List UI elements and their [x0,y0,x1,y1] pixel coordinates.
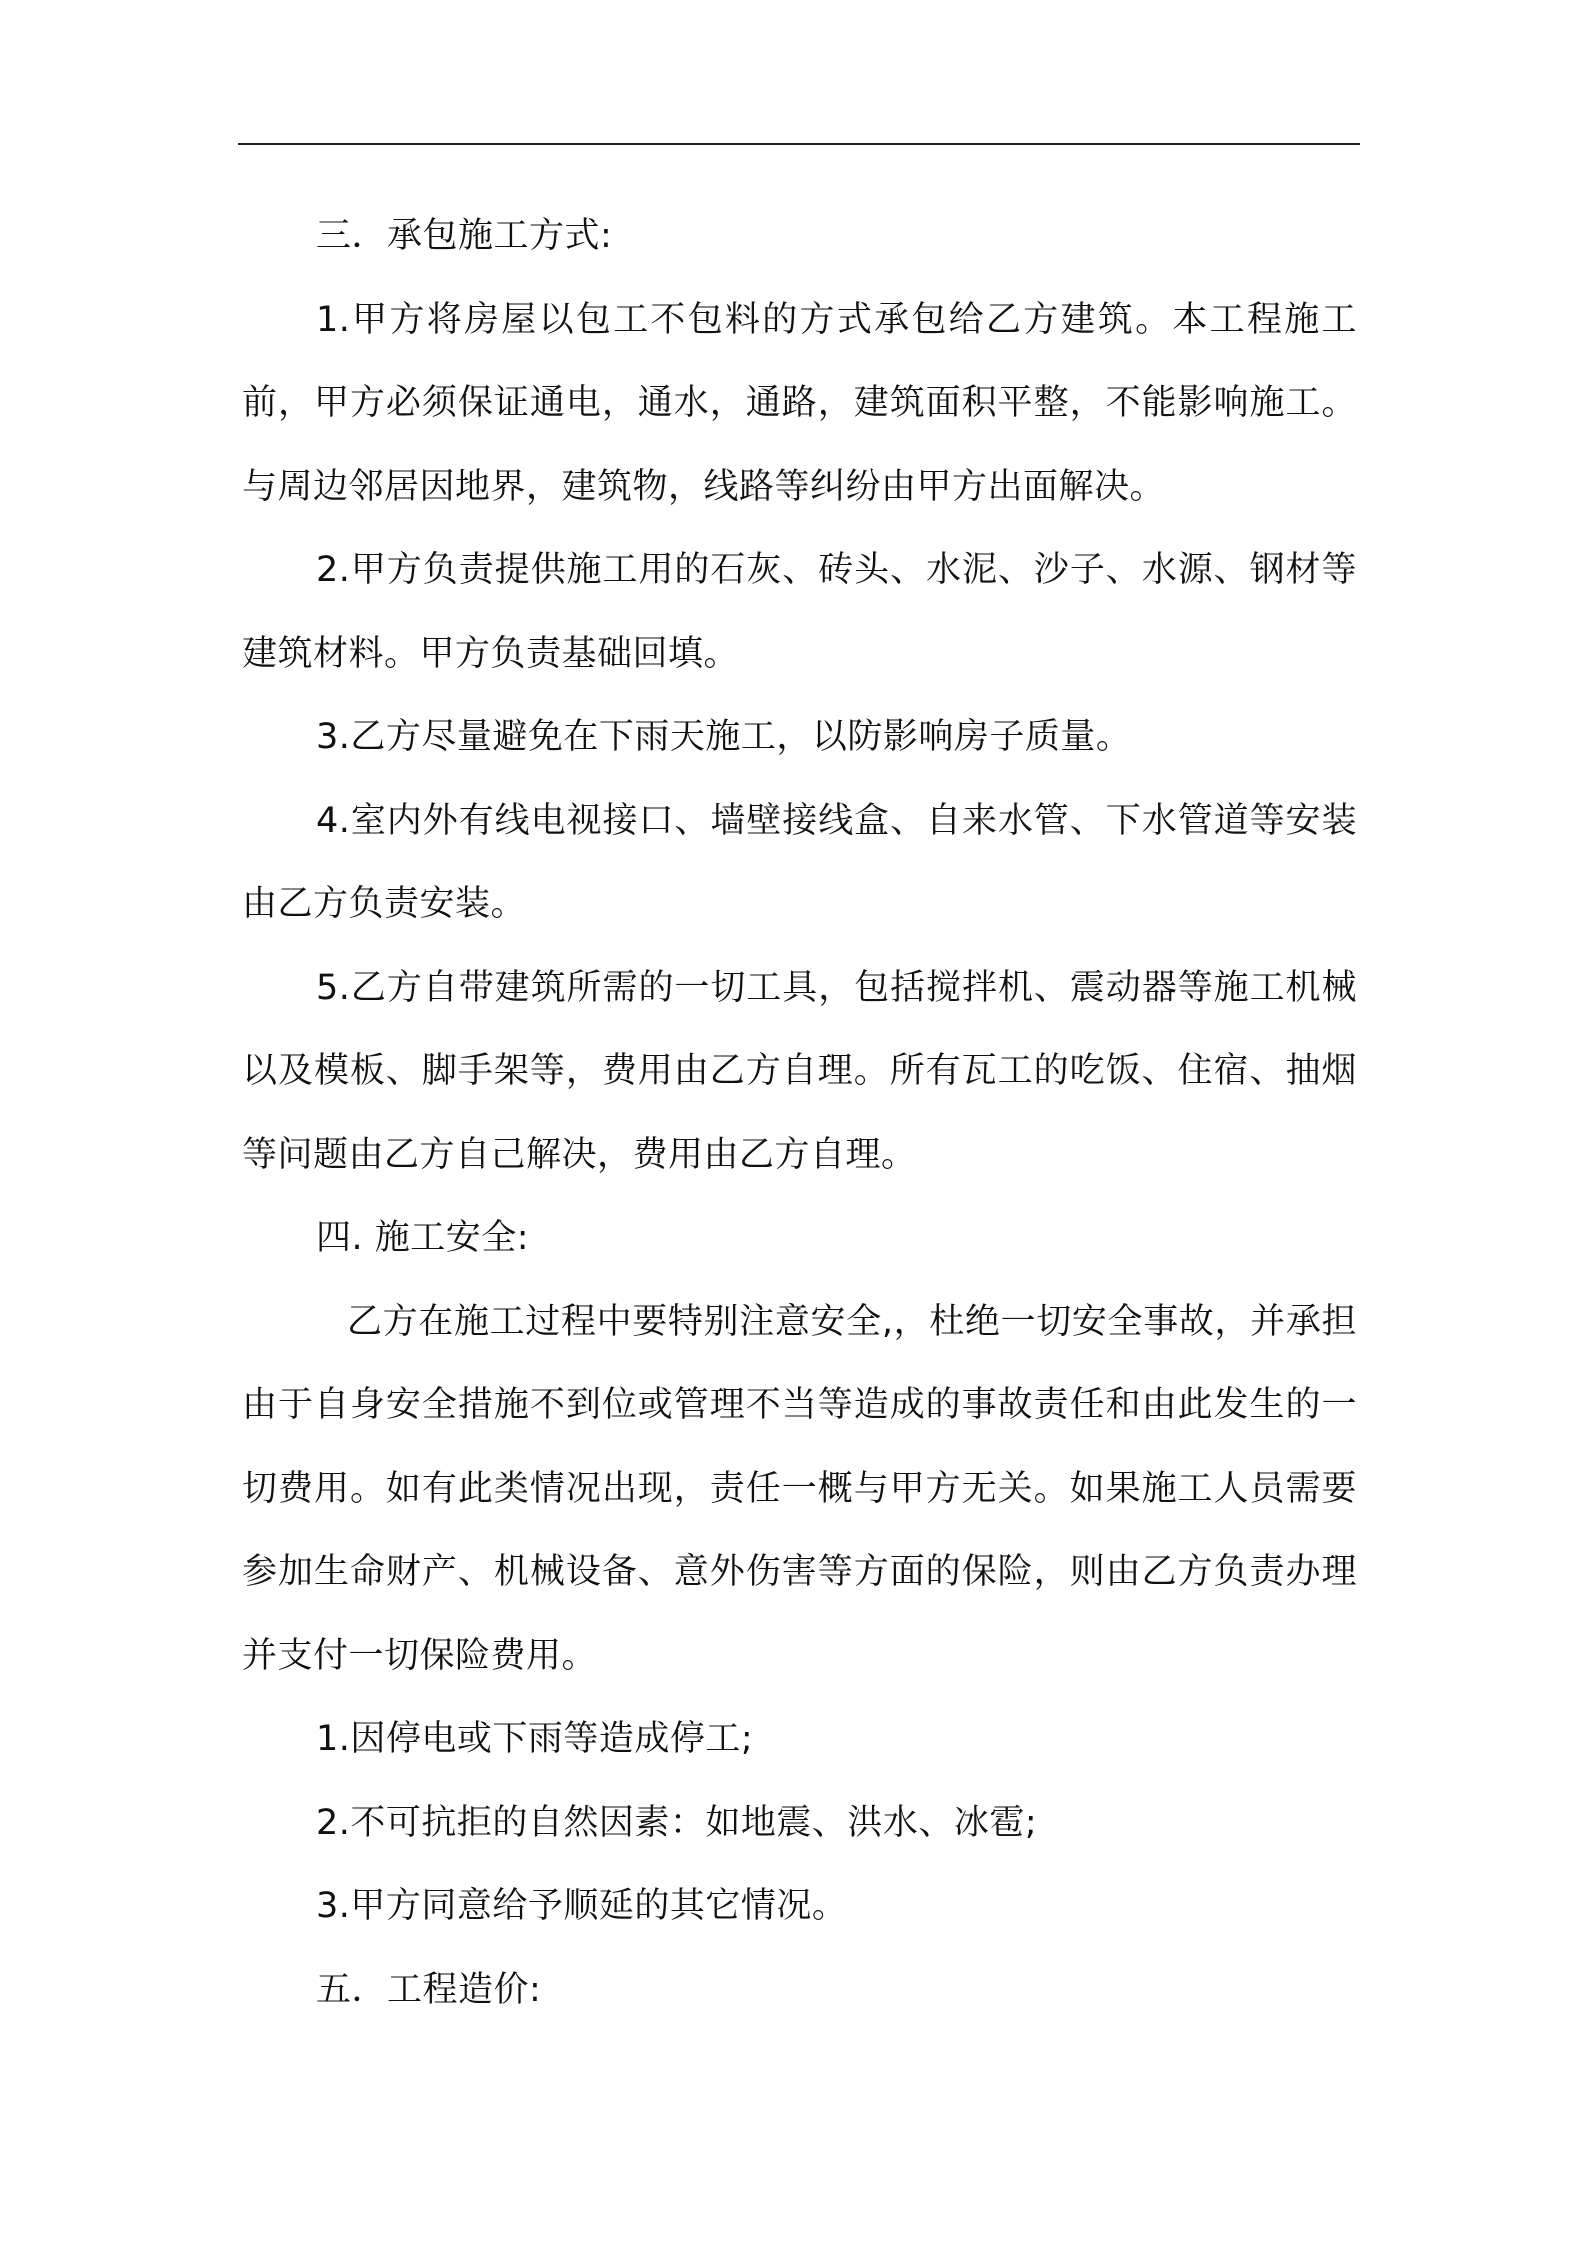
paragraph-item-3: 3.乙方尽量避免在下雨天施工，以防影响房子质量。 [316,717,1132,757]
paragraph-delay-3: 3.甲方同意给予顺延的其它情况。 [316,1886,848,1926]
paragraph-delay-2: 2.不可抗拒的自然因素：如地震、洪水、冰雹; [316,1802,1038,1843]
header-rule [238,143,1360,145]
section-heading-cost: 五．工程造价: [316,1969,542,2010]
paragraph-item-5: 5.乙方自带建筑所需的一切工具，包括搅拌机、震动器等施工机械以及模板、脚手架等，费用由乙方自理。所有瓦工的吃饭、住宿、抽烟等问题由乙方自己解决，费用由乙方自理。 [242,967,1357,1175]
section-heading-safety: 四. 施工安全: [316,1218,530,1258]
section-heading-construction-method: 三．承包施工方式: [316,216,613,256]
paragraph-item-2: 2.甲方负责提供施工用的石灰、砖头、水泥、沙子、水源、钢材等建筑材料。甲方负责基础回填。 [242,550,1357,674]
paragraph-item-1: 1.甲方将房屋以包工不包料的方式承包给乙方建筑。本工程施工前，甲方必须保证通电，通水，通路，建筑面积平整，不能影响施工。与周边邻居因地界，建筑物，线路等纠纷由甲方出面解决。 [242,299,1357,507]
paragraph-item-4: 4.室内外有线电视接口、墙壁接线盒、自来水管、下水管道等安装由乙方负责安装。 [242,800,1357,924]
paragraph-delay-1: 1.因停电或下雨等造成停工; [316,1719,754,1759]
document-body [242,195,1357,2032]
paragraph-safety: 乙方在施工过程中要特别注意安全,，杜绝一切安全事故，并承担由于自身安全措施不到位或管理不当等造成的事故责任和由此发生的一切费用。如有此类情况出现，责任一概与甲方无关。如果施工人员需要参加生命财产、机械设备、意外伤害等方面的保险，则由乙方负责办理并支付一切保险费用。 [242,1301,1357,1676]
